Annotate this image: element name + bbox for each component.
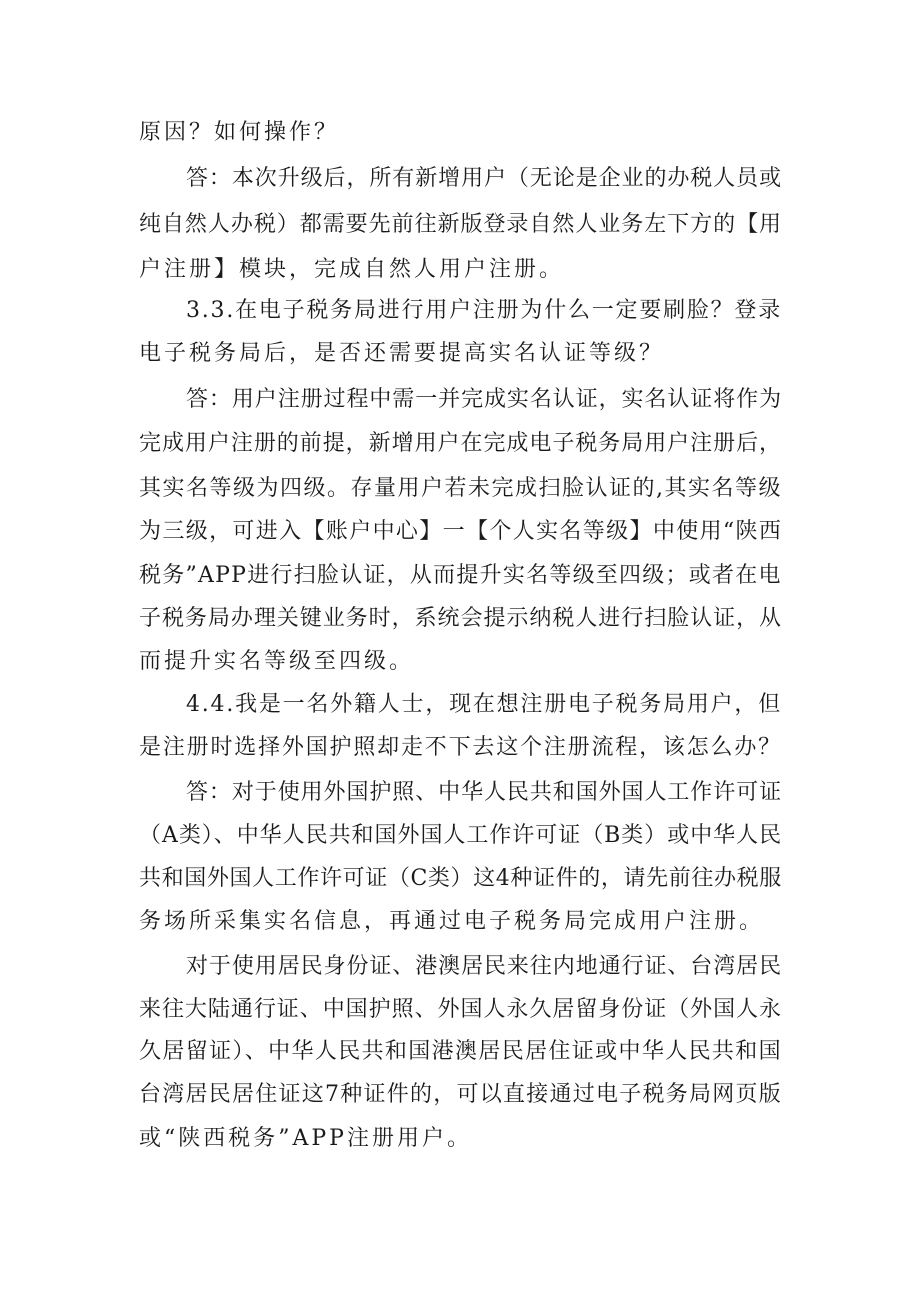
text-line: 而提升实名等级至四级。 [139,649,415,674]
text-line: 原因？如何操作？ [139,120,340,145]
paragraph-start: 对于使用居民身份证、港澳居民来往内地通行证、台湾居民 [186,954,783,979]
answer-paragraph-start: 答：对于使用外国护照、中华人民共和国外国人工作许可证 [186,780,783,805]
text-line: 电子税务局后，是否还需要提高实名认证等级？ [139,341,665,366]
text-line: 久居留证）、中华人民共和国港澳居民居住证或中华人民共和国 [139,1039,783,1064]
text-line: 纯自然人办税）都需要先前往新版登录自然人业务左下方的【用 [139,212,783,237]
text-line: 台湾居民居住证这7种证件的，可以直接通过电子税务局网页版 [139,1082,782,1107]
answer-paragraph-start: 答：用户注册过程中需一并完成实名认证，实名认证将作为 [186,387,783,412]
text-line: 户注册】模块，完成自然人用户注册。 [139,257,565,282]
text-line: 完成用户注册的前提，新增用户在完成电子税务局用户注册后， [139,431,783,456]
text-line: 务场所采集实名信息，再通过电子税务局完成用户注册。 [139,909,765,934]
text-line: 税务”APP进行扫脸认证，从而提升实名等级至四级；或者在电 [139,563,782,588]
text-line: 来往大陆通行证、中国护照、外国人永久居留身份证（外国人永 [139,997,783,1022]
text-line: 是注册时选择外国护照却走不下去这个注册流程，该怎么办？ [139,735,783,760]
text-line: 子税务局办理关键业务时，系统会提示纳税人进行扫脸认证，从 [139,606,783,631]
question-heading: 3.3.在电子税务局进行用户注册为什么一定要刷脸？登录 [186,298,782,323]
text-line: 其实名等级为四级。存量用户若未完成扫脸认证的,其实名等级 [139,476,782,501]
text-line: （A类）、中华人民共和国外国人工作许可证（B类）或中华人民 [139,823,783,848]
answer-paragraph-start: 答：本次升级后，所有新增用户（无论是企业的办税人员或 [186,166,783,191]
text-line: 或“陕西税务”APP注册用户。 [139,1126,472,1151]
text-line: 为三级，可进入【账户中心】一【个人实名等级】中使用“陕西 [139,519,783,544]
question-heading: 4.4.我是一名外籍人士，现在想注册电子税务局用户，但 [186,692,782,717]
text-line: 共和国外国人工作许可证（C类）这4种证件的，请先前往办税服 [139,866,782,891]
